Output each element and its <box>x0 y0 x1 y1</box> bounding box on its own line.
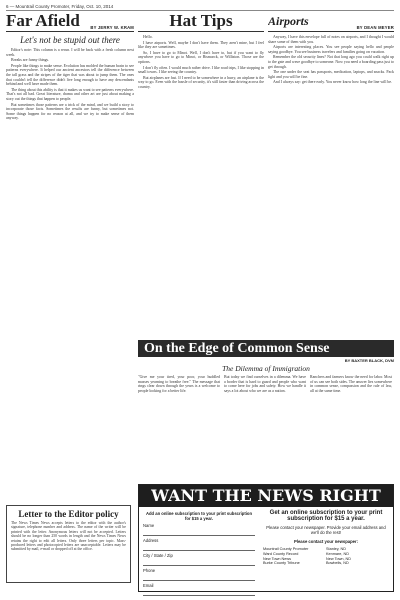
form-field-line <box>143 575 255 581</box>
paragraph: But airplanes are fast. If I need to be somewhere in a hurry, an airplane is the way to go. Even with the hassle of security, it's still faster than driving across the country. <box>138 75 264 89</box>
article-body <box>6 48 134 121</box>
letter-policy-text: The News Times News accepts letters to the editor with the author's signature, telephone number and address. The name of the writer will be printed with the letter. Anonymous letters will not be accepted. Letters should be no longer than 250 words in length and the News Times News retains the right to edit all letters. Only three letters per topic. Mass-produced letters and photocopied letters are unacceptable. Letters may be submitted by mail, e-mail or dropped off at the office. <box>11 521 126 552</box>
airports-header <box>268 12 394 32</box>
paragraph: The one under the seat has passports, medication, laptops, and snacks. Pack light and you will be fine. <box>268 70 394 79</box>
subscription-form <box>139 507 259 600</box>
section-title: Far Afield <box>6 12 80 30</box>
form-field-line <box>143 560 255 566</box>
section-title: Hat Tips <box>169 12 233 30</box>
byline: BY BAXTER BLACK, DVM <box>344 358 394 363</box>
airports-column <box>268 12 394 337</box>
form-field-label: Phone <box>143 568 156 573</box>
article-body <box>268 35 394 85</box>
ad-body <box>139 507 393 600</box>
form-field-line <box>143 545 255 551</box>
paragraph: Hello. <box>143 35 153 39</box>
paragraph: People like things to make sense. Evolution has molded the human brain to see patterns everywhere. It helped our ancient ancestors tell the difference between the tall grass and the stripes of the tiger that was about to jump them. The ones that couldn't tell the difference didn't live long enough to have any descendants behind and well have made them. <box>6 63 134 87</box>
form-title: Add an online subscription to your print subscription for $15 a year. <box>145 511 253 521</box>
form-field-label: Name <box>143 523 155 528</box>
section-title: Airports <box>268 14 309 28</box>
page-folio: 6 — Mountrail County Promoter, Friday, Oct. 10, 2014 <box>6 3 394 11</box>
ad-call: Please contact your newspaper: <box>294 539 358 545</box>
paragraph: But today we find ourselves in a dilemma. We have a border that is hard to guard and people who want to come here for jobs and safety. How we handle it says a lot about who we are as a nation. <box>224 375 306 393</box>
form-field-line <box>143 530 255 536</box>
office-city: New Town, ND <box>326 556 352 561</box>
paragraph: Ranchers and farmers know the need for labor. Most of us can see both sides. The answer lies somewhere in common sense, compassion and the rule of law, all at the same time. <box>310 375 392 393</box>
far-afield-column <box>6 12 134 337</box>
form-field-label: City / State / Zip <box>143 553 173 558</box>
office-city: Stanley, ND <box>326 546 346 551</box>
byline: BY JERRY W. KRAM <box>90 25 134 30</box>
form-field-label: Email <box>143 583 154 588</box>
common-sense-banner: On the Edge of Common Sense <box>138 340 394 357</box>
paragraph: So, I have to go to Minot. Well, I don't have to, but if you want to fly anywhere you have to go to Minot, or Bismarck, or Williston. Those are the options. <box>138 50 264 64</box>
office-city: Bowbells, ND <box>326 561 349 566</box>
article-columns <box>138 375 394 393</box>
office-name: New Town News <box>263 556 291 561</box>
byline: BY DEAN MEYER <box>356 25 394 30</box>
paragraph: The thing about this ability is that it makes us want to see patterns everywhere. That's not all bad. Great literature, drama and other art are just about making a story out the things that happen to people. <box>6 87 134 101</box>
paragraph: Airports are interesting places. You see people saying hello and people saying goodbye. You see business travelers and families going on vacation. <box>268 45 394 54</box>
office-city: Kenmare, ND <box>326 551 350 556</box>
office-list <box>263 547 389 566</box>
ad-instructions: Please contact your newspaper. Provide your email address and we'll do the rest! <box>266 524 386 536</box>
form-field-line <box>143 590 255 596</box>
article-title: Let's not be stupid out there <box>20 35 120 45</box>
ad-info <box>259 507 393 600</box>
paragraph: I don't fly often. I would much rather drive. I like road trips, I like stopping in small towns. I like seeing the country. <box>138 65 264 75</box>
paragraph: Remember the old security lines? Not that long ago you could walk right up to the gate and wave goodbye to someone. Now you need a boarding pass just to get through. <box>268 55 394 69</box>
far-afield-header <box>6 12 134 32</box>
hat-tips-column <box>138 12 264 337</box>
article-body <box>138 35 264 90</box>
form-field-label: Address <box>143 538 159 543</box>
paragraph: And I always say: get there early. You never know how long the line will be. <box>273 80 393 85</box>
paragraph: "Give me your tired, your poor, your huddled masses yearning to breathe free." The message that rings clear down through the years is a welcome to people looking for a better life. <box>138 375 220 393</box>
ad-banner: WANT THE NEWS RIGHT AWAY? <box>139 485 393 507</box>
office-name: Ward County Record <box>263 551 299 556</box>
paragraph: But sometimes those patterns are a trick of the mind, and we build a story to incorporate those facts. Sometimes the results are funny, but sometimes not. Some things happen for no reason at all, and we try to make sense of them anyway. <box>6 102 134 121</box>
office-name: Burke County Tribune <box>263 561 300 566</box>
subscription-ad <box>138 484 394 592</box>
hat-tips-header <box>138 12 264 32</box>
article-title: The Dilemma of Immigration <box>222 364 310 373</box>
paragraph: Anyway, I have this envelope full of notes on airports, and I thought I would share some of them with you. <box>268 35 394 44</box>
letter-policy-title: Letter to the Editor policy <box>18 509 119 519</box>
paragraph: I have airports. Well, maybe I don't have them. They aren't mine, but I feel like they are sometimes. <box>138 40 264 50</box>
letter-policy-box <box>6 505 131 583</box>
paragraph: Editor's note: This column is a rerun. I will be back with a fresh column next week. <box>6 48 134 57</box>
ad-offer: Get an online subscription to your print subscription for $15 a year. <box>269 510 383 522</box>
paragraph: Breaks are funny things. <box>11 58 50 63</box>
common-sense-section <box>138 340 394 480</box>
office-name: Mountrail County Promoter <box>263 546 309 551</box>
